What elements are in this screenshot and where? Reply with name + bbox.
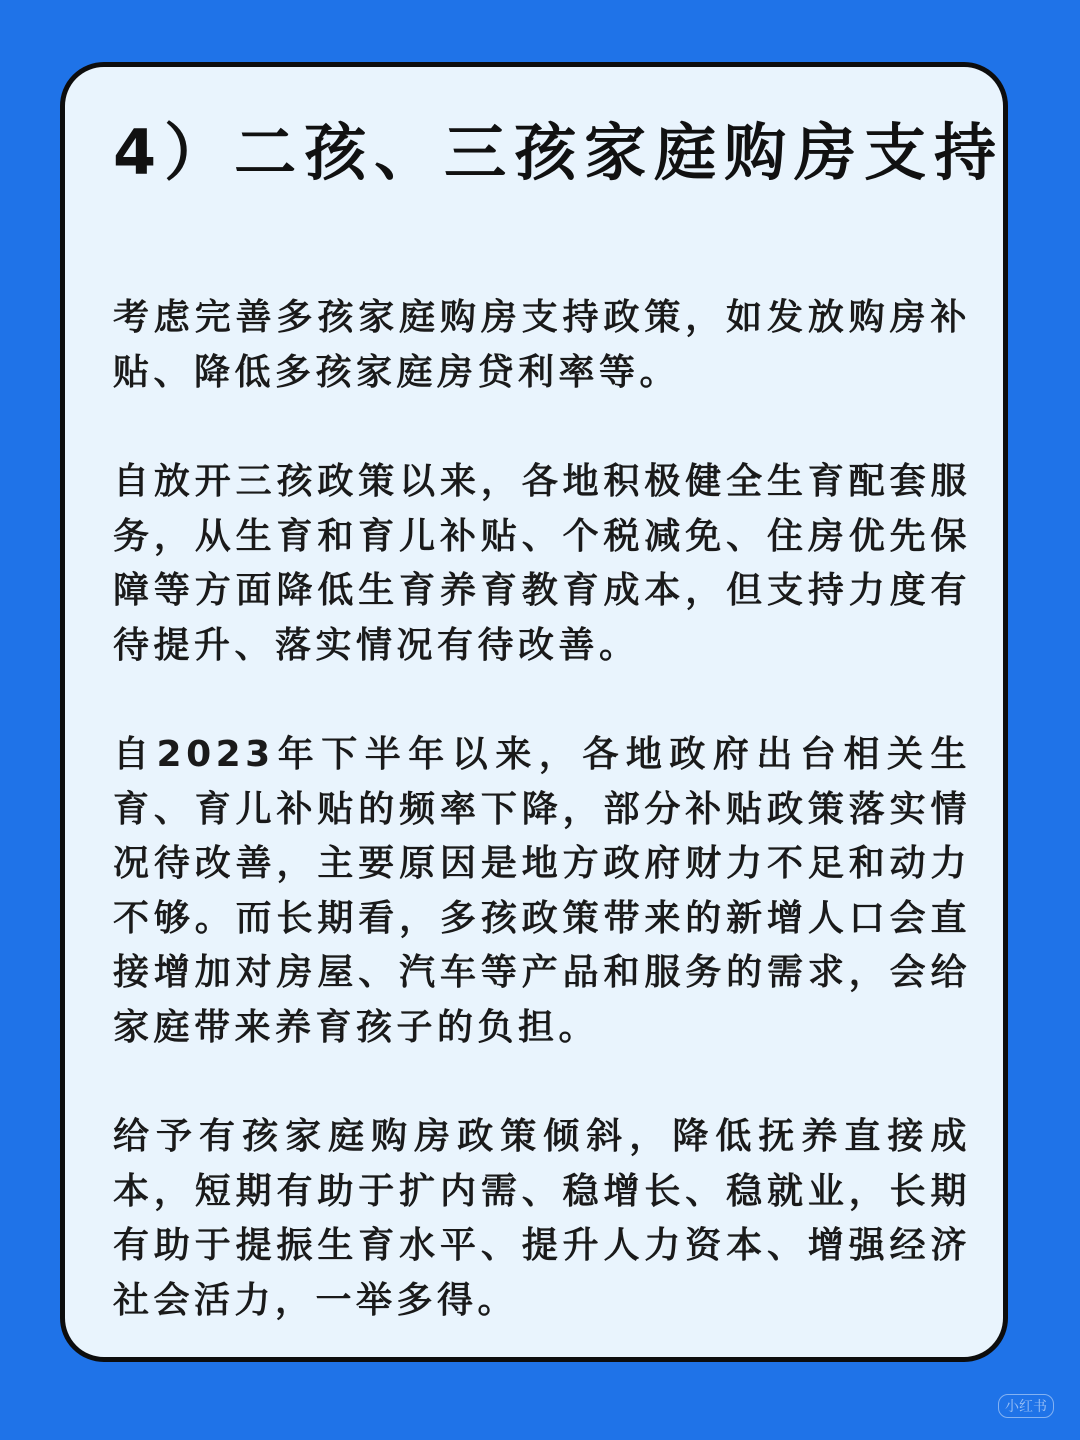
paragraph-4: 给予有孩家庭购房政策倾斜，降低抚养直接成本，短期有助于扩内需、稳增长、稳就业，长期有助于提振生育水平、提升人力资本、增强经济社会活力，一举多得。: [113, 1116, 971, 1321]
content-card: [60, 62, 1008, 1362]
watermark-logo: 小红书: [998, 1394, 1054, 1418]
paragraph-1: 考虑完善多孩家庭购房支持政策，如发放购房补贴、降低多孩家庭房贷利率等。: [113, 297, 971, 393]
article-body: [113, 291, 971, 1383]
page-title: 4）二孩、三孩家庭购房支持: [113, 116, 1005, 189]
paragraph-2: 自放开三孩政策以来，各地积极健全生育配套服务，从生育和育儿补贴、个税减免、住房优先保障等方面降低生育养育教育成本，但支持力度有待提升、落实情况有待改善。: [113, 461, 971, 666]
paragraph-3: 自2023年下半年以来，各地政府出台相关生育、育儿补贴的频率下降，部分补贴政策落实情况待改善，主要原因是地方政府财力不足和动力不够。而长期看，多孩政策带来的新增人口会直接增加对房屋、汽车等产品和服务的需求，会给家庭带来养育孩子的负担。: [113, 734, 971, 1048]
